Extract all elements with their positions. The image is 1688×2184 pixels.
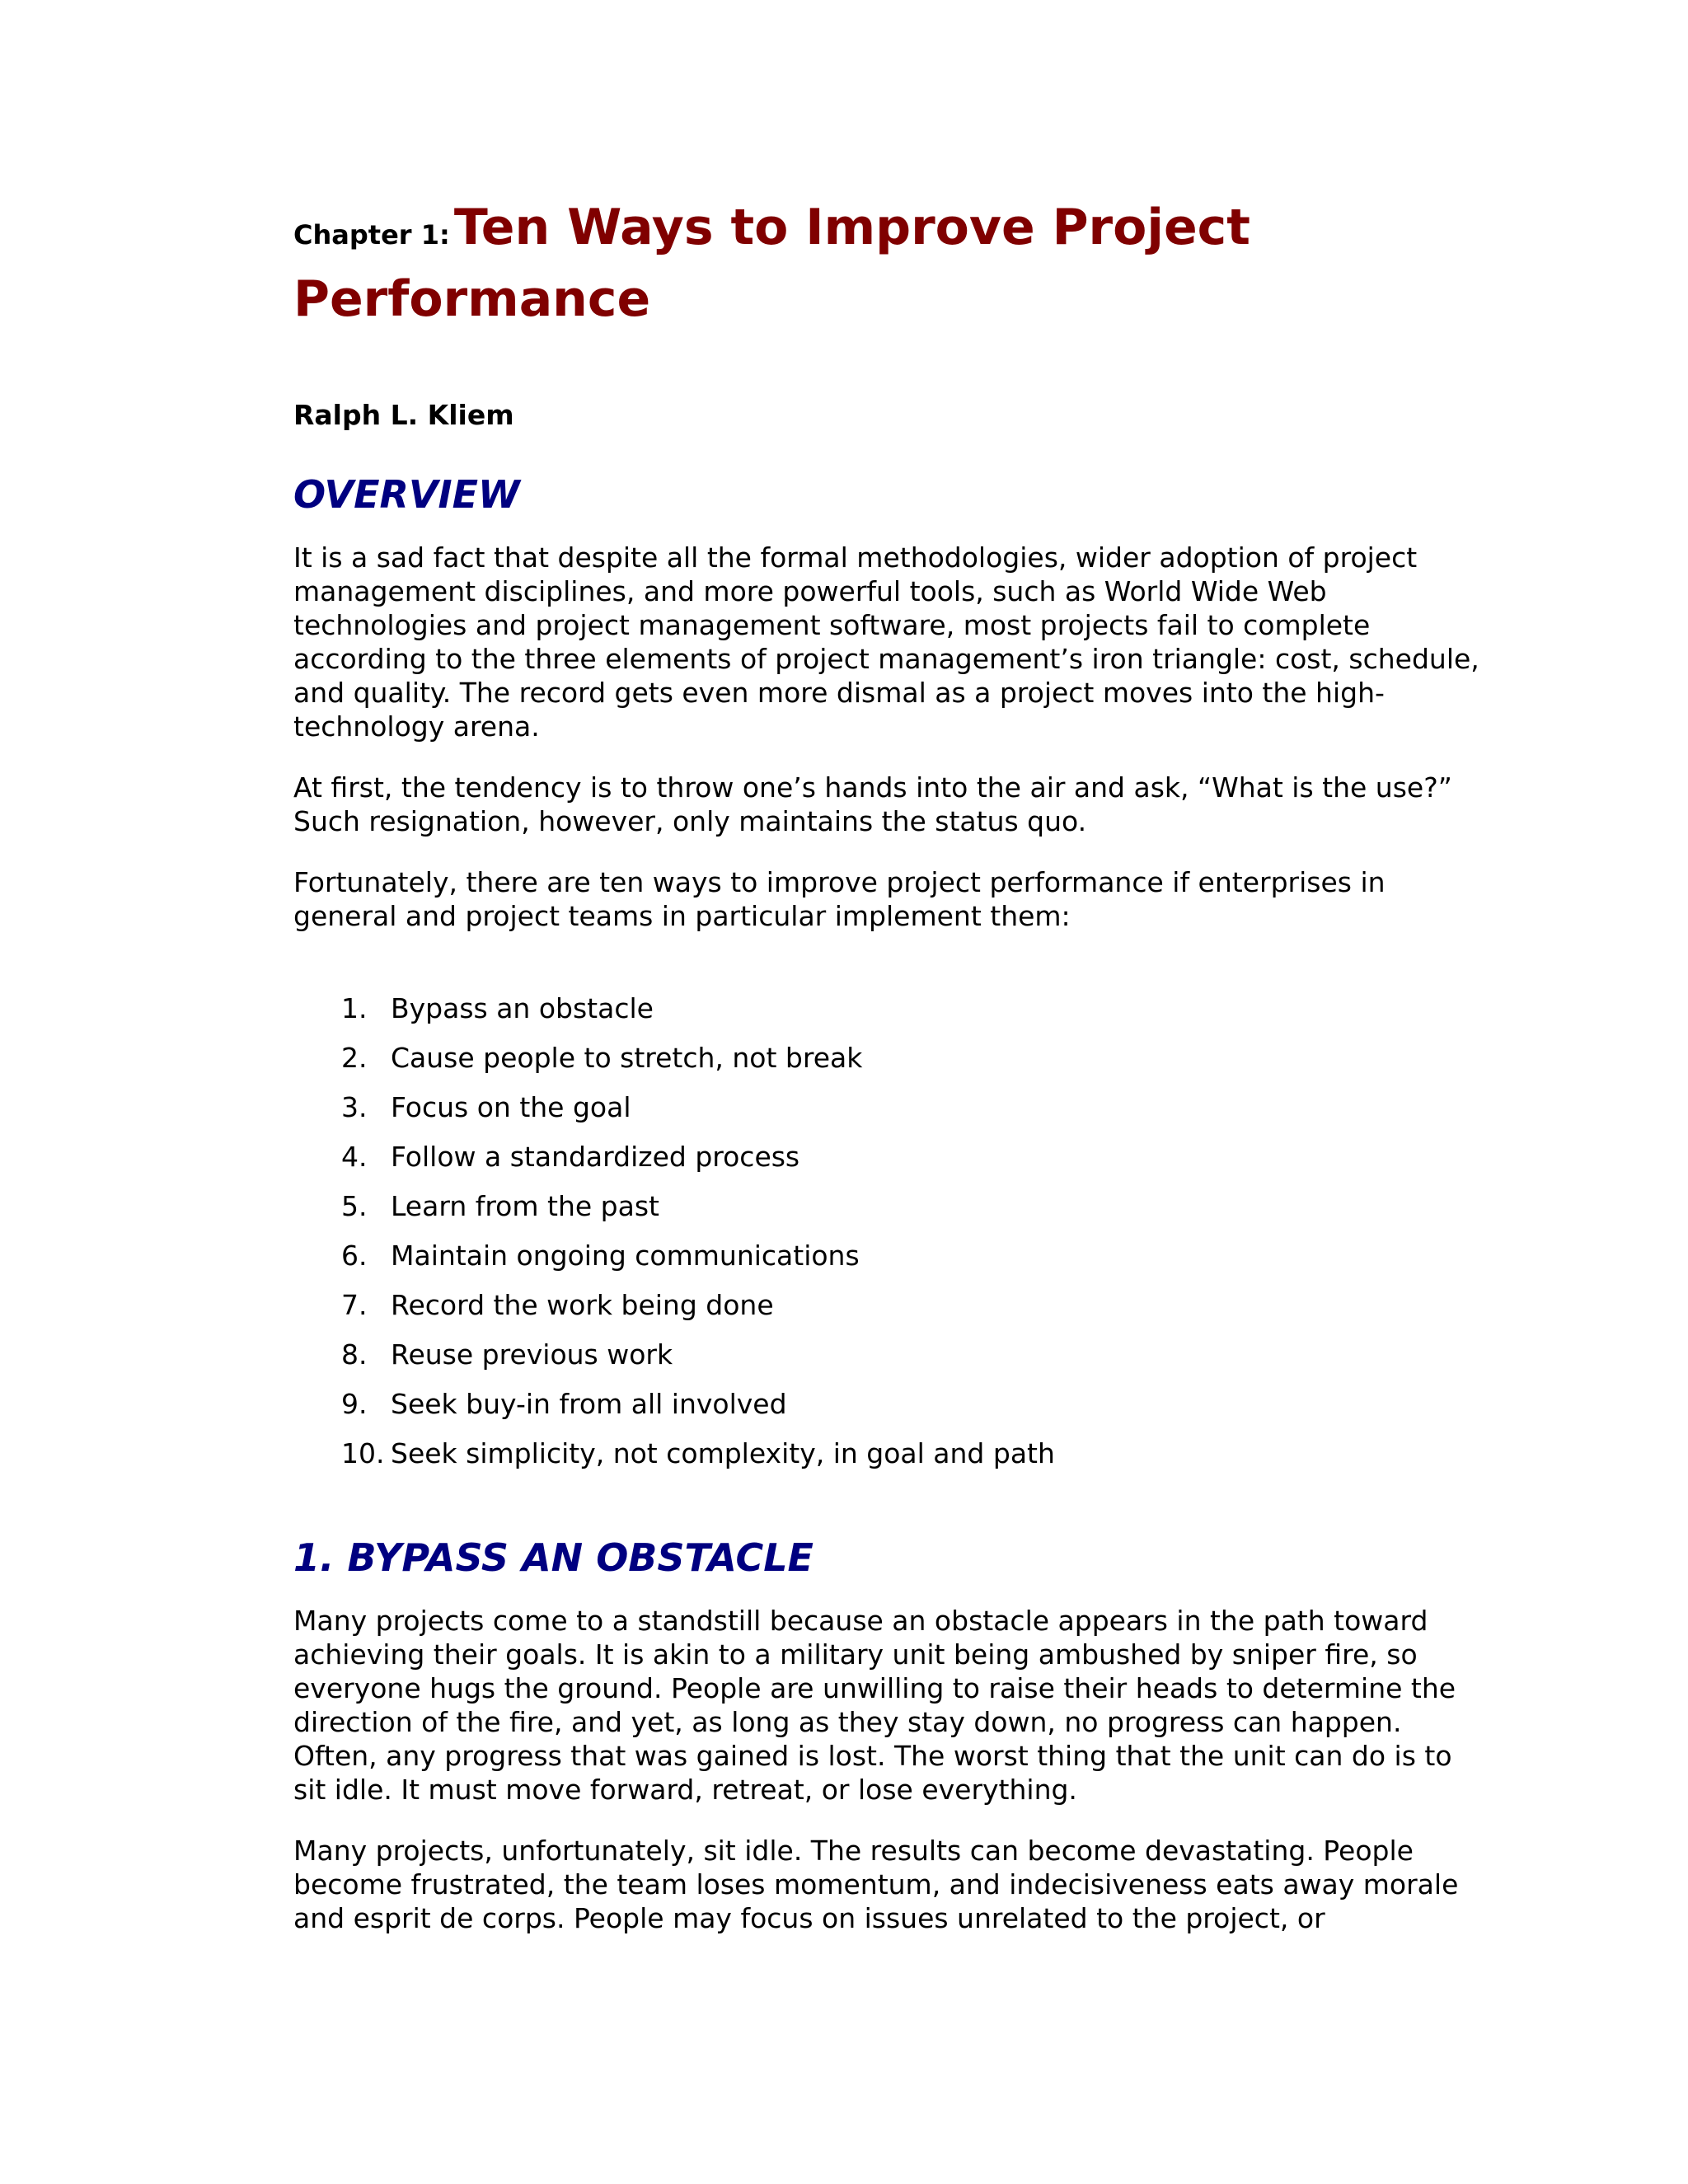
chapter-title: Ten Ways to Improve Project Performance [293, 199, 1250, 328]
list-item [293, 1141, 1480, 1190]
list-item-text: Cause people to stretch, not break [391, 1042, 863, 1074]
section-1-paragraph-1: Many projects come to a standstill because an obstacle appears in the path toward achieving their goals. It is akin to a military unit being ambushed by sniper fire, so everyone hugs the ground. People are unwilling to raise their heads to determine the direction of the fire, and yet, as long as they stay down, no progress can happen. Often, any progress that was gained is lost. The worst thing that the unit can do is to sit idle. It must move forward, retreat, or lose everything. [293, 1605, 1456, 1806]
list-item-text: Follow a standardized process [391, 1141, 800, 1173]
author-name: Ralph L. Kliem [293, 399, 514, 431]
list-item-number: 1. [341, 992, 368, 1024]
list-item-text: Maintain ongoing communications [391, 1240, 860, 1272]
list-item-number: 5. [341, 1190, 368, 1222]
ten-ways-list [293, 992, 1480, 1487]
list-item-number: 2. [341, 1042, 368, 1074]
section-1-heading: 1. BYPASS AN OBSTACLE [293, 1535, 814, 1580]
overview-paragraph-1: It is a sad fact that despite all the formal methodologies, wider adoption of project management disciplines, and more powerful tools, such as World Wide Web technologies and project management software, most projects fail to complete according to the three elements of project management’s iron triangle: cost, schedule, and quality. The record gets even more dismal as a project moves into the high-technology arena. [293, 541, 1479, 743]
list-item-text: Bypass an obstacle [391, 992, 654, 1024]
list-item-number: 3. [341, 1091, 368, 1123]
list-item-text: Focus on the goal [391, 1091, 631, 1123]
list-item-number: 9. [341, 1388, 368, 1420]
list-item-text: Seek buy-in from all involved [391, 1388, 787, 1420]
chapter-title-block [293, 198, 1480, 341]
list-item [293, 1240, 1480, 1289]
list-item-number: 7. [341, 1289, 368, 1321]
list-item-text: Learn from the past [391, 1190, 659, 1222]
list-item-number: 4. [341, 1141, 368, 1173]
list-item [293, 1091, 1480, 1141]
list-item [293, 1190, 1480, 1240]
chapter-label: Chapter 1: [293, 219, 450, 251]
list-item [293, 1388, 1480, 1437]
list-item [293, 1437, 1480, 1487]
list-item [293, 1042, 1480, 1091]
overview-paragraph-3: Fortunately, there are ten ways to improve project performance if enterprises in general and project teams in particular implement them: [293, 866, 1386, 932]
list-item-text: Reuse previous work [391, 1338, 673, 1371]
list-item [293, 1338, 1480, 1388]
list-item-number: 10. [341, 1437, 385, 1469]
list-item-text: Seek simplicity, not complexity, in goal and path [391, 1437, 1055, 1469]
list-item-number: 8. [341, 1338, 368, 1371]
list-item-text: Record the work being done [391, 1289, 774, 1321]
overview-heading: OVERVIEW [293, 472, 520, 517]
list-item [293, 1289, 1480, 1338]
list-item [293, 992, 1480, 1042]
document-page [293, 198, 1480, 1935]
list-item-number: 6. [341, 1240, 368, 1272]
section-1-paragraph-2: Many projects, unfortunately, sit idle. The results can become devastating. People become frustrated, the team loses momentum, and indecisiveness eats away morale and esprit de corps. People may focus on issues unrelated to the project, or [293, 1835, 1459, 1934]
overview-paragraph-2: At first, the tendency is to throw one’s hands into the air and ask, “What is the use?” Such resignation, however, only maintains the status quo. [293, 771, 1452, 837]
